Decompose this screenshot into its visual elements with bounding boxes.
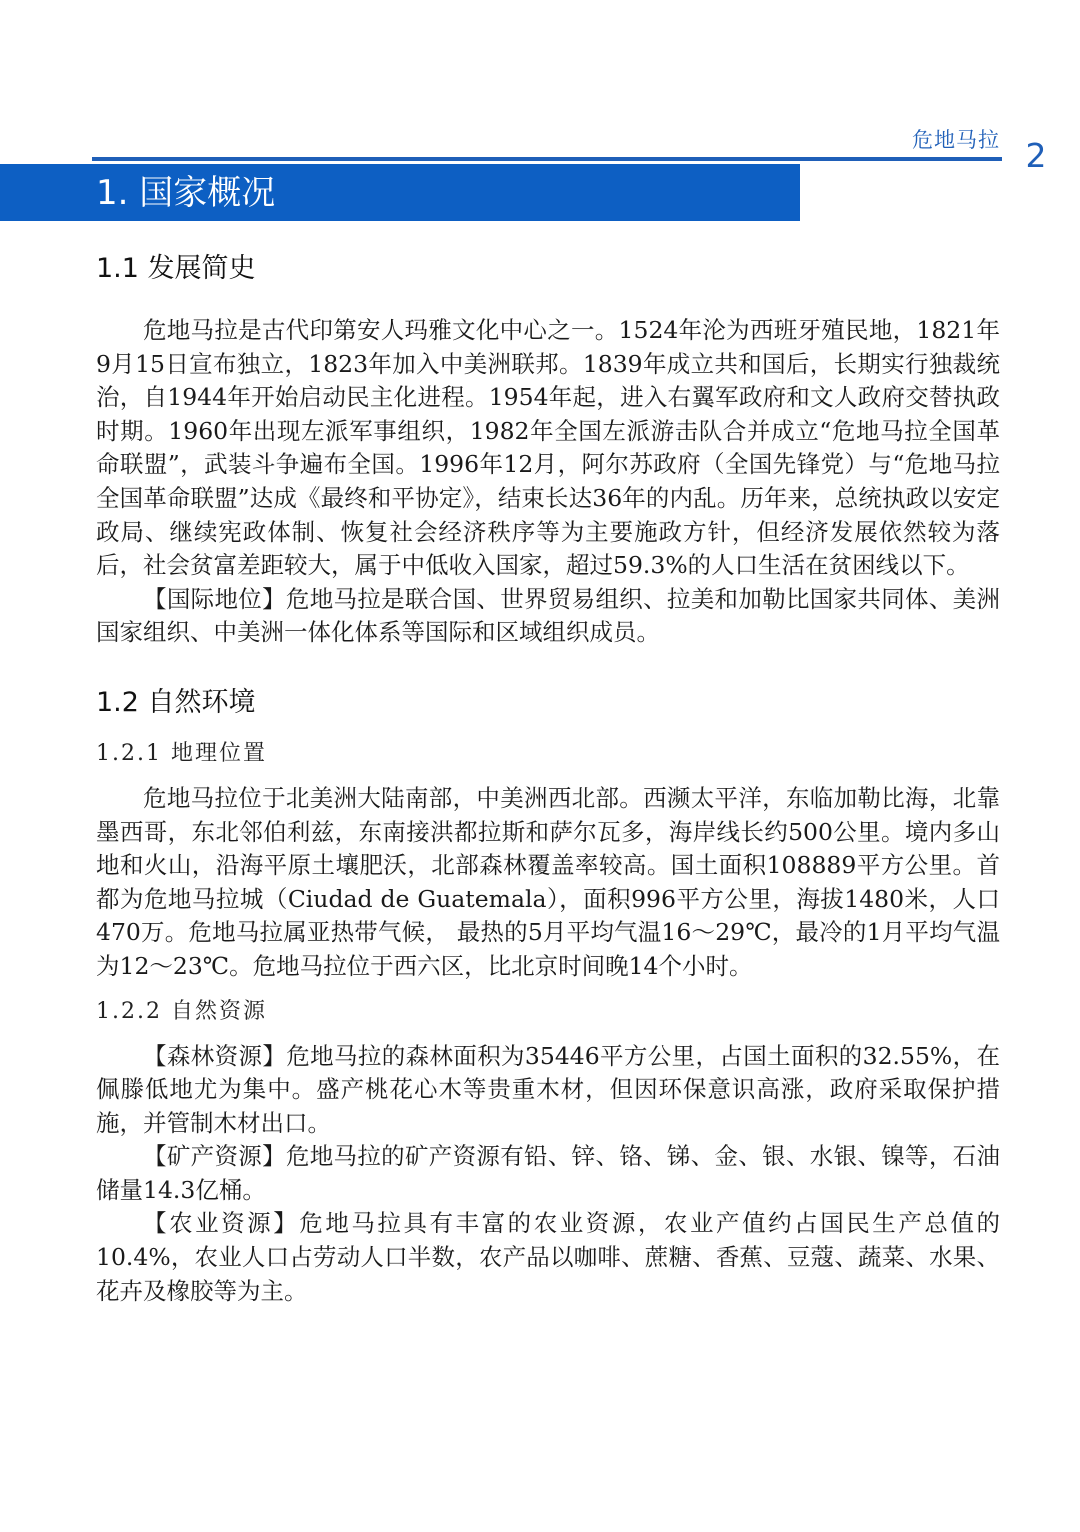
paragraph-forest-resources: 【森林资源】危地马拉的森林面积为35446平方公里，占国土面积的32.55%，在佩滕低地尤为集中。盛产桃花心木等贵重木材，但因环保意识高涨，政府采取保护措施，并管制木材出口。 <box>96 1041 1000 1137</box>
section-heading-1-1: 1.1 发展简史 <box>96 253 256 284</box>
paragraph-geography: 危地马拉位于北美洲大陆南部，中美洲西北部。西濒太平洋，东临加勒比海，北靠墨西哥，东北邻伯利兹，东南接洪都拉斯和萨尔瓦多，海岸线长约500公里。境内多山地和火山，沿海平原土壤肥沃，北部森林覆盖率较高。国土面积108889平方公里。首都为危地马拉城（Ciudad de Guatemala），面积996平方公里，海拔1480米，人口470万。危地马拉属亚热带气候， 最热的5月平均气温16～29℃，最冷的1月平均气温为12～23℃。危地马拉位于西六区，比北京时间晚14个小时。 <box>96 783 1000 980</box>
section-heading-1-2: 1.2 自然环境 <box>96 686 256 718</box>
header-rule <box>92 157 1002 161</box>
chapter-title: 1. 国家概况 <box>96 173 276 213</box>
page-content <box>96 246 1000 1308</box>
subsection-heading-1-2-2: 1.2.2 自然资源 <box>96 998 267 1024</box>
paragraph-history: 危地马拉是古代印第安人玛雅文化中心之一。1524年沦为西班牙殖民地，1821年9月15日宣布独立，1823年加入中美洲联邦。1839年成立共和国后，长期实行独裁统治，自1944年开始启动民主化进程。1954年起，进入右翼军政府和文人政府交替执政时期。1960年出现左派军事组织，1982年全国左派游击队合并成立“危地马拉全国革命联盟”，武装斗争遍布全国。1996年12月，阿尔苏政府（全国先锋党）与“危地马拉全国革命联盟”达成《最终和平协定》，结束长达36年的内乱。历年来，总统执政以安定政局、继续宪政体制、恢复社会经济秩序等为主要施政方针，但经济发展依然较为落后，社会贫富差距较大，属于中低收入国家，超过59.3%的人口生活在贫困线以下。 <box>96 316 1000 580</box>
subsection-heading-1-2-1: 1.2.1 地理位置 <box>96 740 267 766</box>
page-number: 2 <box>1025 136 1047 175</box>
paragraph-international-status: 【国际地位】危地马拉是联合国、世界贸易组织、拉美和加勒比国家共同体、美洲国家组织、中美洲一体化体系等国际和区域组织成员。 <box>96 584 1000 647</box>
paragraph-mineral-resources: 【矿产资源】危地马拉的矿产资源有铅、锌、铬、锑、金、银、水银、镍等，石油储量14.3亿桶。 <box>96 1142 1000 1204</box>
paragraph-agricultural-resources: 【农业资源】危地马拉具有丰富的农业资源，农业产值约占国民生产总值的10.4%，农业人口占劳动人口半数，农产品以咖啡、蔗糖、香蕉、豆蔻、蔬菜、水果、花卉及橡胶等为主。 <box>96 1209 1000 1305</box>
running-title: 危地马拉 <box>912 128 1000 152</box>
